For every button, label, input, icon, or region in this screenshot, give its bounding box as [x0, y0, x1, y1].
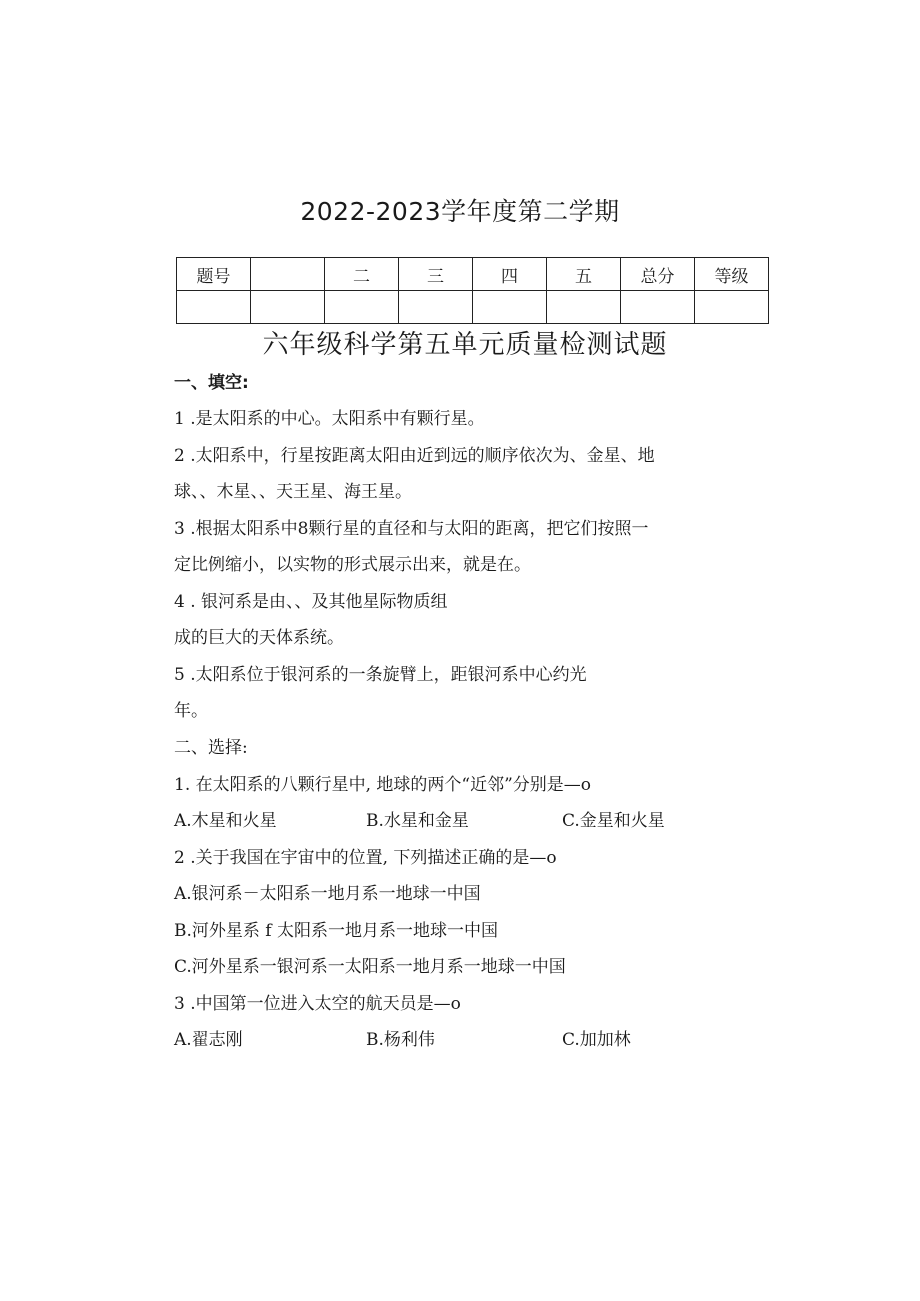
- score-table-header-cell: 总分: [621, 258, 695, 291]
- score-table-value-row: [177, 291, 769, 324]
- question-line: 成的巨大的天体系统。: [174, 628, 344, 648]
- question-line: 2 .关于我国在宇宙中的位置, 下列描述正确的是—o: [174, 848, 557, 868]
- option-b: B.杨利伟: [366, 1030, 435, 1050]
- score-table-value-cell: [399, 291, 473, 324]
- score-table-header-cell: 题号: [177, 258, 251, 291]
- exam-title: 六年级科学第五单元质量检测试题: [262, 330, 668, 360]
- score-table-header-row: [177, 258, 769, 291]
- option-a: A.银河系－太阳系一地月系一地球一中国: [174, 884, 481, 904]
- option-c: C.金星和火星: [562, 811, 665, 831]
- question-line: 定比例缩小，以实物的形式展示出来，就是在。: [174, 555, 531, 575]
- question-line: 5 .太阳系位于银河系的一条旋臂上，距银河系中心约光: [174, 665, 587, 685]
- score-table-value-cell: [177, 291, 251, 324]
- score-table-header-cell: 四: [473, 258, 547, 291]
- option-b: B.水星和金星: [366, 811, 469, 831]
- option-c: C.加加林: [562, 1030, 631, 1050]
- score-table-value-cell: [621, 291, 695, 324]
- score-table: [176, 257, 769, 324]
- score-table-value-cell: [547, 291, 621, 324]
- page-title: 2022-2023学年度第二学期: [300, 197, 620, 226]
- score-table-value-cell: [695, 291, 769, 324]
- question-line: 球、、木星、、天王星、海王星。: [174, 482, 412, 502]
- score-table-header-cell: 二: [325, 258, 399, 291]
- question-line: 3 .根据太阳系中8颗行星的直径和与太阳的距离，把它们按照一: [174, 519, 649, 539]
- question-line: 1. 在太阳系的八颗行星中, 地球的两个“近邻”分别是—o: [174, 775, 592, 795]
- score-table-header-cell: 等级: [695, 258, 769, 291]
- option-b: B.河外星系 f 太阳系一地月系一地球一中国: [174, 921, 498, 941]
- option-a: A.翟志刚: [174, 1030, 243, 1050]
- section-heading-choice: 二、选择:: [174, 738, 248, 758]
- score-table-header-cell: [251, 258, 325, 291]
- score-table-value-cell: [325, 291, 399, 324]
- question-line: 1 .是太阳系的中心。太阳系中有颗行星。: [174, 409, 485, 429]
- question-line: 3 .中国第一位进入太空的航天员是—o: [174, 994, 461, 1014]
- score-table-value-cell: [473, 291, 547, 324]
- score-table-header-cell: 三: [399, 258, 473, 291]
- option-a: A.木星和火星: [174, 811, 277, 831]
- score-table-header-cell: 五: [547, 258, 621, 291]
- option-c: C.河外星系一银河系一太阳系一地月系一地球一中国: [174, 957, 566, 977]
- score-table-value-cell: [251, 291, 325, 324]
- section-heading-fill-blank: 一、填空:: [174, 373, 249, 393]
- question-line: 年。: [174, 701, 208, 721]
- question-line: 2 .太阳系中，行星按距离太阳由近到远的顺序依次为、金星、地: [174, 446, 655, 466]
- question-line: 4 . 银河系是由、、及其他星际物质组: [174, 592, 448, 612]
